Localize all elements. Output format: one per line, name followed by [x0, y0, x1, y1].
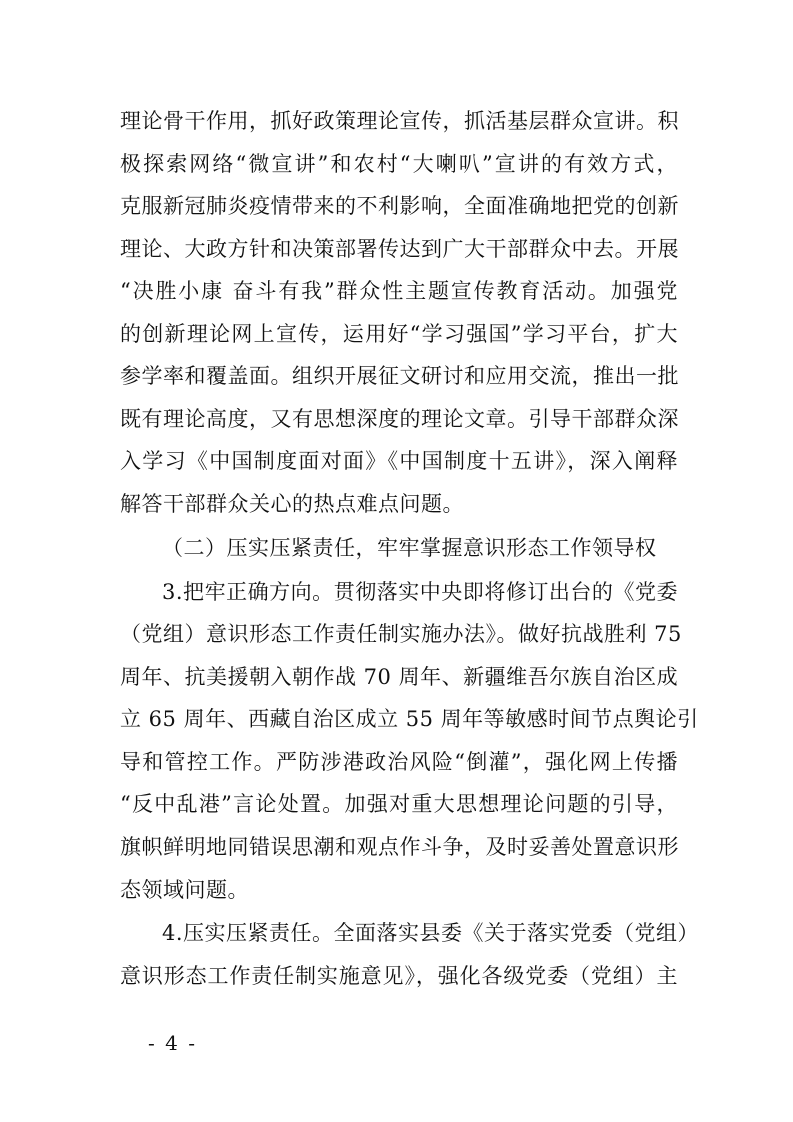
text-line: 导和管控工作。严防涉港政治风险“倒灌”，强化网上传播 — [120, 750, 678, 774]
text-line: 极探索网络“微宣讲”和农村“大喇叭”宣讲的有效方式， — [120, 152, 678, 176]
section-heading: （二）压实压紧责任，牢牢掌握意识形态工作领导权 — [162, 536, 657, 560]
text-line: 理论骨干作用，抓好政策理论宣传，抓活基层群众宣讲。积 — [120, 109, 679, 133]
text-line: 理论、大政方针和决策部署传达到广大干部群众中去。开展 — [120, 237, 679, 261]
text-line: 既有理论高度，又有思想深度的理论文章。引导干部群众深 — [120, 407, 679, 431]
text-line: （党组）意识形态工作责任制实施办法》。做好抗战胜利 75 — [120, 622, 682, 646]
text-line: “决胜小康 奋斗有我”群众性主题宣传教育活动。加强党 — [120, 279, 678, 303]
text-line: 意识形态工作责任制实施意见》，强化各级党委（党组）主 — [120, 964, 678, 988]
page-number: - 4 - — [148, 1031, 197, 1055]
text-line: 的创新理论网上宣传，运用好“学习强国”学习平台，扩大 — [120, 322, 678, 346]
text-line: 周年、抗美援朝入朝作战 70 周年、新疆维吾尔族自治区成 — [120, 665, 679, 689]
text-line: 3.把牢正确方向。贯彻落实中央即将修订出台的《党委 — [162, 580, 678, 604]
text-line: 4.压实压紧责任。全面落实县委《关于落实党委（党组） — [162, 921, 700, 945]
text-line: 立 65 周年、西藏自治区成立 55 周年等敏感时间节点舆论引 — [120, 707, 699, 731]
text-line: 解答干部群众关心的热点难点问题。 — [120, 492, 464, 516]
text-line: 克服新冠肺炎疫情带来的不利影响，全面准确地把党的创新 — [120, 194, 679, 218]
text-line: 旗帜鲜明地同错误思潮和观点作斗争，及时妥善处置意识形 — [120, 835, 679, 859]
text-line: “反中乱港”言论处置。加强对重大思想理论问题的引导， — [120, 792, 678, 816]
text-line: 态领域问题。 — [120, 878, 249, 902]
text-line: 入学习《中国制度面对面》《中国制度十五讲》，深入阐释 — [120, 449, 678, 473]
text-line: 参学率和覆盖面。组织开展征文研讨和应用交流，推出一批 — [120, 364, 679, 388]
